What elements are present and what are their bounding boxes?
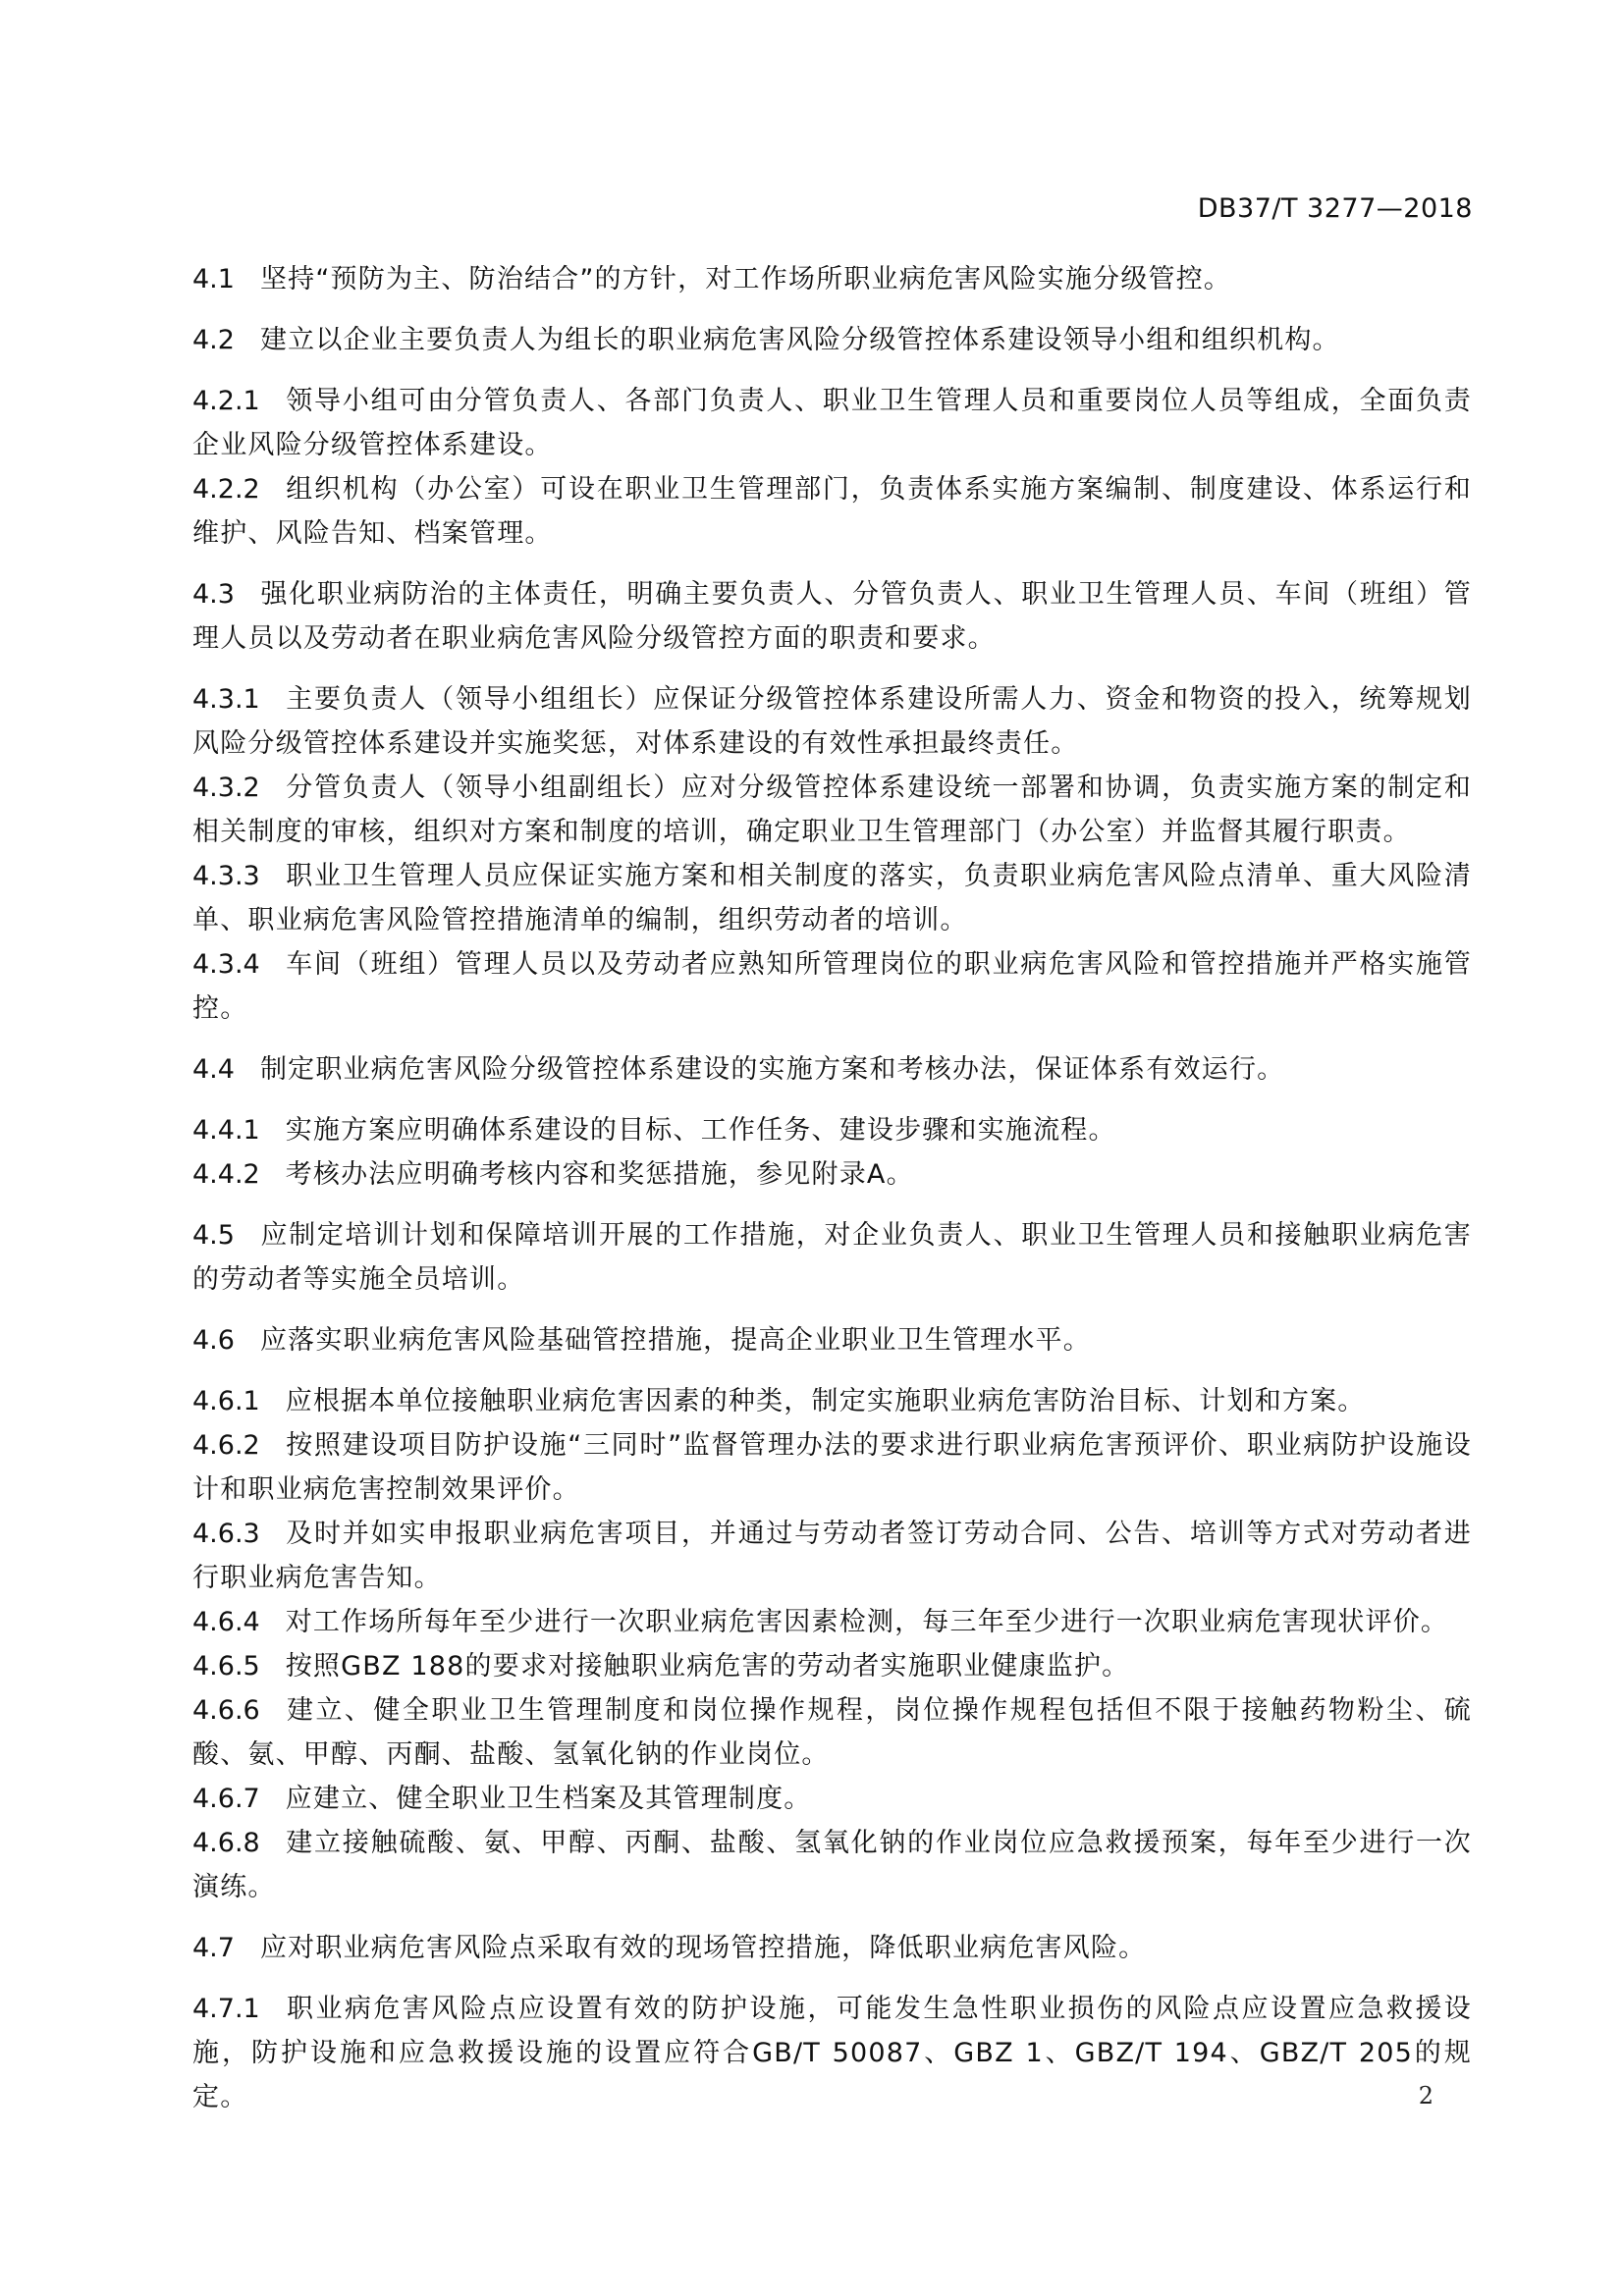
clause-4-6-8 bbox=[192, 1821, 1472, 1909]
clause-4-2-2 bbox=[192, 467, 1472, 556]
clause-text: 强化职业病防治的主体责任，明确主要负责人、分管负责人、职业卫生管理人员、车间（班组）管理人员以及劳动者在职业病危害风险分级管控方面的职责和要求。 bbox=[192, 579, 1472, 654]
clause-4-6 bbox=[192, 1318, 1472, 1362]
clause-number: 4.3.4 bbox=[192, 949, 260, 980]
clause-number: 4.1 bbox=[192, 264, 235, 294]
page-number: 2 bbox=[1418, 2082, 1434, 2109]
clause-4-3-1 bbox=[192, 677, 1472, 766]
clause-text: 建立以企业主要负责人为组长的职业病危害风险分级管控体系建设领导小组和组织机构。 bbox=[259, 325, 1340, 355]
clause-4-6-1 bbox=[192, 1379, 1472, 1423]
clause-text: 应对职业病危害风险点采取有效的现场管控措施，降低职业病危害风险。 bbox=[259, 1933, 1147, 1963]
clause-text: 应落实职业病危害风险基础管控措施，提高企业职业卫生管理水平。 bbox=[259, 1325, 1091, 1356]
clause-4-2-1 bbox=[192, 379, 1472, 467]
clause-4-2 bbox=[192, 318, 1472, 362]
clause-number: 4.2 bbox=[192, 325, 235, 355]
clause-text: 建立、健全职业卫生管理制度和岗位操作规程，岗位操作规程包括但不限于接触药物粉尘、硫酸、氨、甲醇、丙酮、盐酸、氢氧化钠的作业岗位。 bbox=[192, 1695, 1472, 1770]
clause-4-3-2 bbox=[192, 766, 1472, 854]
clause-text: 考核办法应明确考核内容和奖惩措施，参见附录A。 bbox=[285, 1159, 914, 1190]
clause-number: 4.6 bbox=[192, 1325, 235, 1356]
clause-number: 4.3 bbox=[192, 579, 235, 610]
clause-number: 4.6.5 bbox=[192, 1651, 260, 1682]
clause-text: 应根据本单位接触职业病危害因素的种类，制定实施职业病危害防治目标、计划和方案。 bbox=[285, 1386, 1366, 1416]
clause-text: 及时并如实申报职业病危害项目，并通过与劳动者签订劳动合同、公告、培训等方式对劳动者进行职业病危害告知。 bbox=[192, 1519, 1472, 1593]
clause-number: 4.2.1 bbox=[192, 386, 260, 416]
clause-number: 4.6.8 bbox=[192, 1828, 260, 1858]
clause-text: 应建立、健全职业卫生档案及其管理制度。 bbox=[285, 1784, 812, 1814]
clause-4-3-4 bbox=[192, 942, 1472, 1031]
clause-number: 4.4.1 bbox=[192, 1115, 260, 1146]
clause-number: 4.7 bbox=[192, 1933, 235, 1963]
clause-4-6-6 bbox=[192, 1688, 1472, 1777]
clause-text: 职业卫生管理人员应保证实施方案和相关制度的落实，负责职业病危害风险点清单、重大风险清单、职业病危害风险管控措施清单的编制，组织劳动者的培训。 bbox=[192, 861, 1472, 935]
clause-number: 4.6.1 bbox=[192, 1386, 260, 1416]
clause-4-5 bbox=[192, 1213, 1472, 1302]
clause-text: 按照建设项目防护设施“三同时”监督管理办法的要求进行职业病危害预评价、职业病防护设施设计和职业病危害控制效果评价。 bbox=[192, 1430, 1472, 1505]
clause-number: 4.3.1 bbox=[192, 684, 260, 715]
clause-4-7 bbox=[192, 1926, 1472, 1970]
clause-4-6-5 bbox=[192, 1644, 1472, 1688]
clause-4-4-2 bbox=[192, 1152, 1472, 1197]
clause-text: 应制定培训计划和保障培训开展的工作措施，对企业负责人、职业卫生管理人员和接触职业病危害的劳动者等实施全员培训。 bbox=[192, 1220, 1472, 1295]
clause-text: 主要负责人（领导小组组长）应保证分级管控体系建设所需人力、资金和物资的投入，统筹规划风险分级管控体系建设并实施奖惩，对体系建设的有效性承担最终责任。 bbox=[192, 684, 1472, 759]
clause-text: 职业病危害风险点应设置有效的防护设施，可能发生急性职业损伤的风险点应设置应急救援设施，防护设施和应急救援设施的设置应符合GB/T 50087、GBZ 1、GBZ/T 194、GBZ/T 205的规定。 bbox=[192, 1994, 1472, 2112]
clause-number: 4.3.2 bbox=[192, 773, 260, 803]
clause-number: 4.7.1 bbox=[192, 1994, 260, 2024]
clause-number: 4.6.6 bbox=[192, 1695, 260, 1726]
clause-text: 建立接触硫酸、氨、甲醇、丙酮、盐酸、氢氧化钠的作业岗位应急救援预案，每年至少进行一次演练。 bbox=[192, 1828, 1472, 1902]
clause-list bbox=[192, 257, 1472, 2119]
clause-text: 坚持“预防为主、防治结合”的方针，对工作场所职业病危害风险实施分级管控。 bbox=[259, 264, 1232, 294]
clause-number: 4.2.2 bbox=[192, 474, 260, 505]
clause-number: 4.3.3 bbox=[192, 861, 260, 891]
clause-number: 4.6.4 bbox=[192, 1607, 260, 1637]
clause-text: 领导小组可由分管负责人、各部门负责人、职业卫生管理人员和重要岗位人员等组成，全面负责企业风险分级管控体系建设。 bbox=[192, 386, 1472, 460]
clause-4-1 bbox=[192, 257, 1472, 301]
clause-4-6-2 bbox=[192, 1423, 1472, 1512]
clause-number: 4.6.2 bbox=[192, 1430, 260, 1461]
clause-4-6-3 bbox=[192, 1512, 1472, 1600]
clause-4-4-1 bbox=[192, 1108, 1472, 1152]
document-code: DB37/T 3277—2018 bbox=[1197, 193, 1473, 224]
clause-text: 制定职业病危害风险分级管控体系建设的实施方案和考核办法，保证体系有效运行。 bbox=[259, 1054, 1285, 1085]
clause-text: 对工作场所每年至少进行一次职业病危害因素检测，每三年至少进行一次职业病危害现状评价。 bbox=[285, 1607, 1449, 1637]
clause-text: 实施方案应明确体系建设的目标、工作任务、建设步骤和实施流程。 bbox=[285, 1115, 1116, 1146]
clause-text: 分管负责人（领导小组副组长）应对分级管控体系建设统一部署和协调，负责实施方案的制定和相关制度的审核，组织对方案和制度的培训，确定职业卫生管理部门（办公室）并监督其履行职责。 bbox=[192, 773, 1472, 847]
clause-4-6-4 bbox=[192, 1600, 1472, 1644]
clause-4-7-1 bbox=[192, 1987, 1472, 2119]
clause-number: 4.6.7 bbox=[192, 1784, 260, 1814]
clause-text: 组织机构（办公室）可设在职业卫生管理部门，负责体系实施方案编制、制度建设、体系运行和维护、风险告知、档案管理。 bbox=[192, 474, 1472, 549]
clause-number: 4.5 bbox=[192, 1220, 235, 1251]
clause-4-3-3 bbox=[192, 854, 1472, 942]
clause-text: 车间（班组）管理人员以及劳动者应熟知所管理岗位的职业病危害风险和管控措施并严格实施管控。 bbox=[192, 949, 1472, 1024]
clause-number: 4.4.2 bbox=[192, 1159, 260, 1190]
clause-4-4 bbox=[192, 1047, 1472, 1092]
clause-number: 4.6.3 bbox=[192, 1519, 260, 1549]
clause-4-3 bbox=[192, 572, 1472, 661]
clause-number: 4.4 bbox=[192, 1054, 235, 1085]
clause-text: 按照GBZ 188的要求对接触职业病危害的劳动者实施职业健康监护。 bbox=[285, 1651, 1130, 1682]
clause-4-6-7 bbox=[192, 1777, 1472, 1821]
